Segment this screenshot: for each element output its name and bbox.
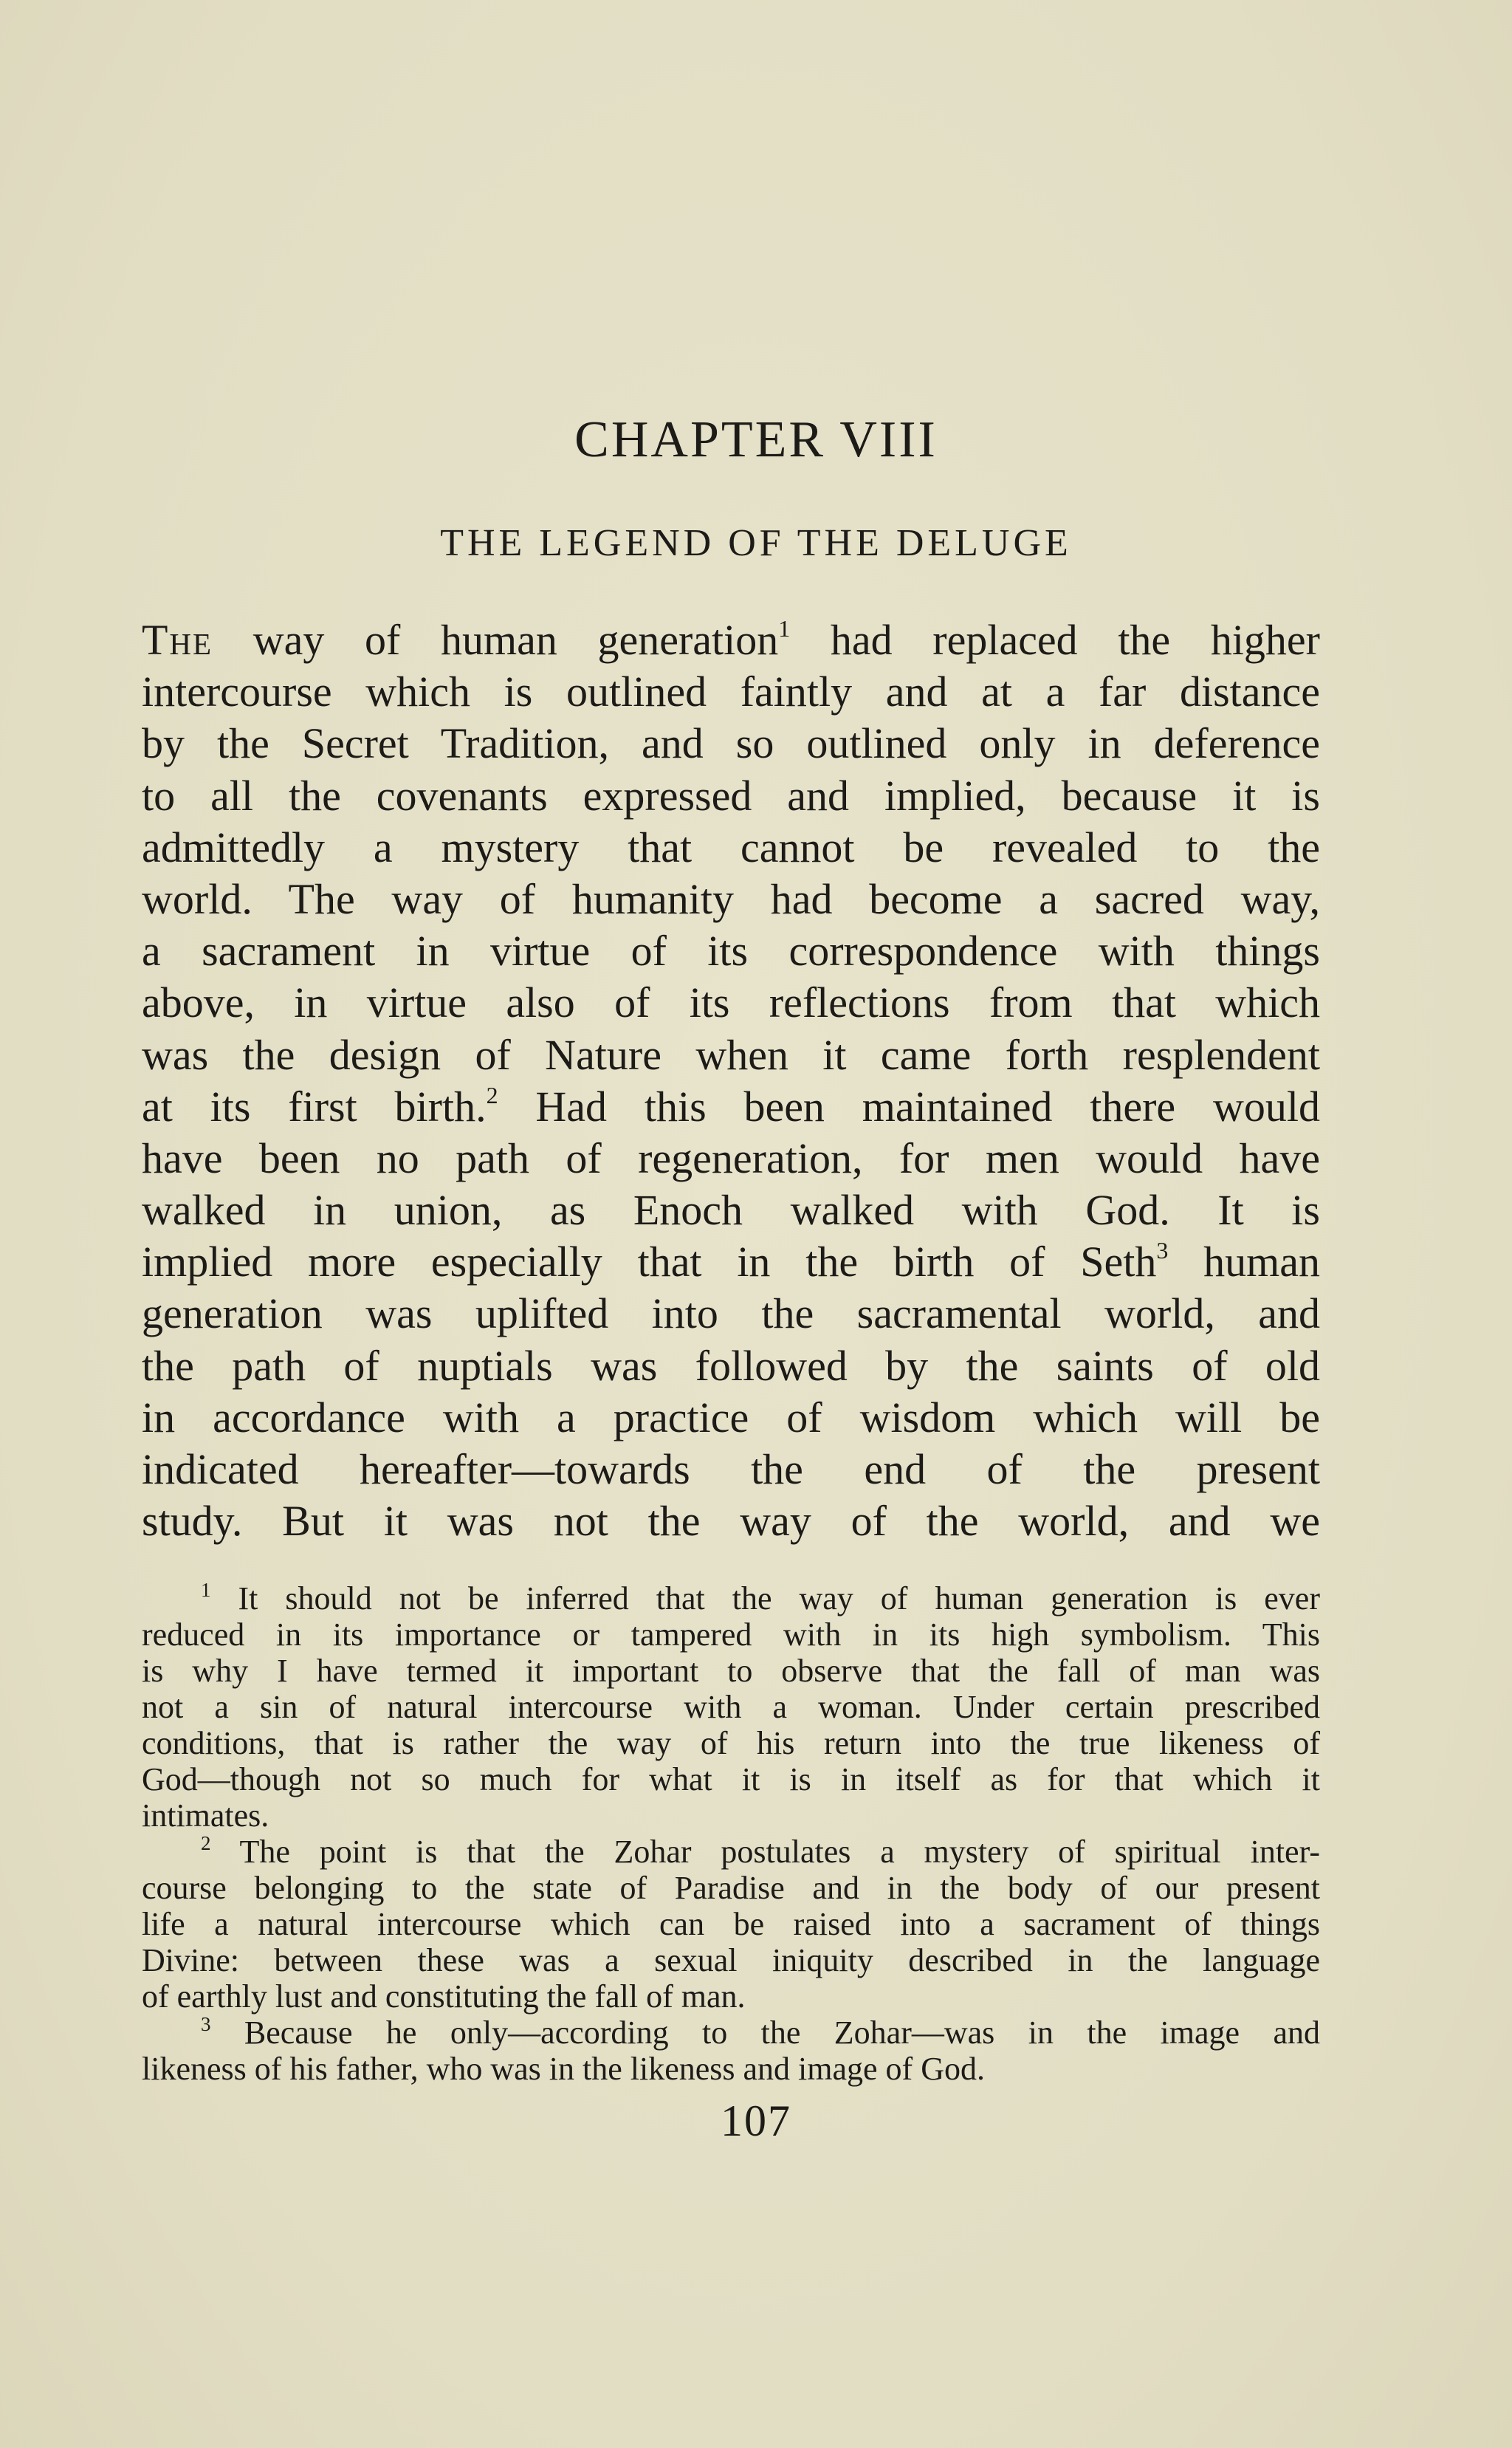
footnote-line: likeness of his father, who was in the likeness and image of God. [142, 2051, 985, 2087]
footnote-line: $^1$ It should not be inferred that the way of human generation is ever [201, 1579, 1320, 1616]
footnote-line: reduced in its importance or tampered with in its high symbolism. This [142, 1616, 1320, 1653]
footnote-line: is why I have termed it important to observe that the fall of man was [142, 1653, 1320, 1689]
footnote-marker: 3 [201, 2013, 211, 2035]
footnote-ref[interactable]: 3 [1156, 1237, 1169, 1264]
body-line: intercourse which is outlined faintly and at a far distance [142, 668, 1320, 716]
page-number: 107 [721, 2096, 791, 2145]
body-line: the path of nuptials was followed by the saints of old [142, 1341, 1320, 1390]
footnote-line: life a natural intercourse which can be raised into a sacrament of things [142, 1906, 1320, 1942]
chapter-title: CHAPTER VIII [574, 411, 938, 468]
footnote-line: God—though not so much for what it is in itself as for that which it [142, 1761, 1320, 1797]
footnote-line: $^3$ Because he only—according to the Zohar—was in the image and [201, 2013, 1320, 2051]
footnote-ref[interactable]: 1 [778, 615, 791, 642]
body-line: in accordance with a practice of wisdom which will be [142, 1393, 1320, 1441]
footnote-marker: 1 [201, 1579, 211, 1601]
body-line: study. But it was not the way of the world, and we [142, 1497, 1320, 1546]
body-line: to all the covenants expressed and implied, because it is [142, 771, 1320, 820]
footnote-line: course belonging to the state of Paradise and in the body of our present [142, 1870, 1320, 1906]
footnote-line: Divine: between these was a sexual iniquity described in the language [142, 1942, 1320, 1978]
body-line: indicated hereafter—towards the end of the present [142, 1445, 1320, 1493]
body-line: implied more especially that in the birth of Seth$^3$ human [142, 1237, 1320, 1286]
footnote-marker: 2 [201, 1832, 211, 1854]
body-line: was the design of Nature when it came forth resplendent [142, 1030, 1320, 1079]
footnotes [142, 1580, 1320, 2087]
opening-word: The [142, 616, 213, 664]
footnote-ref[interactable]: 2 [486, 1081, 498, 1108]
chapter-subtitle: THE LEGEND OF THE DELUGE [440, 522, 1072, 564]
body-text [142, 614, 1320, 1547]
body-line: world. The way of humanity had become a sacred way, [142, 874, 1320, 923]
footnote-line: $^2$ The point is that the Zohar postulates a mystery of spiritual inter- [201, 1832, 1320, 1870]
body-line: at its first birth.$^2$ Had this been maintained there would [142, 1081, 1320, 1131]
footnote-line: conditions, that is rather the way of his return into the true likeness of [142, 1725, 1320, 1761]
body-line: have been no path of regeneration, for men would have [142, 1134, 1320, 1182]
body-line: generation was uplifted into the sacramental world, and [142, 1289, 1320, 1338]
body-line: above, in virtue also of its reflections from that which [142, 978, 1320, 1027]
body-line: The way of human generation$^1$ had replaced the higher [142, 615, 1320, 664]
body-line: by the Secret Tradition, and so outlined only in deference [142, 719, 1320, 768]
body-line: a sacrament in virtue of its correspondence with things [142, 927, 1320, 976]
footnote-line: of earthly lust and constituting the fall of man. [142, 1978, 746, 2015]
body-line: walked in union, as Enoch walked with God. It is [142, 1186, 1320, 1235]
footnote-line: not a sin of natural intercourse with a woman. Under certain prescribed [142, 1689, 1320, 1725]
footnote-line: intimates. [142, 1797, 269, 1834]
body-line: admittedly a mystery that cannot be revealed to the [142, 823, 1320, 871]
